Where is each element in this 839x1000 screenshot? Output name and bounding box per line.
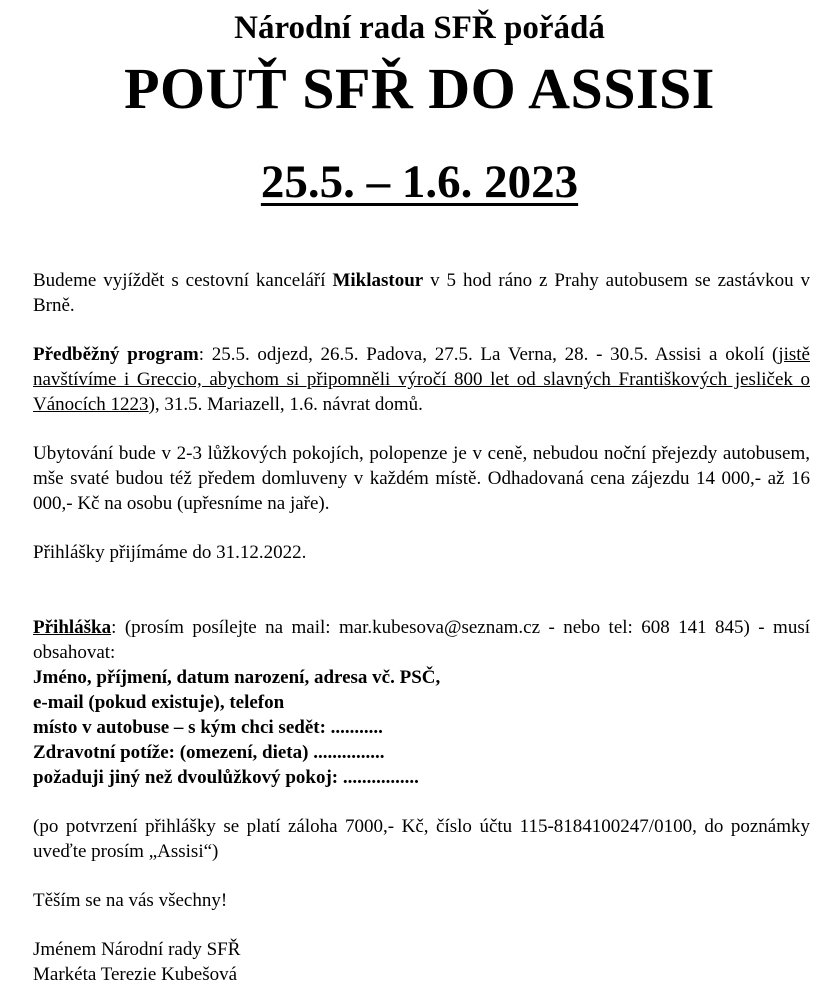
application-field: místo v autobuse – s kým chci sedět: ........... [33, 717, 383, 738]
event-organizer-heading: Národní rada SFŘ pořádá [234, 10, 605, 46]
deadline-paragraph: Přihlášky přijímáme do 31.12.2022. [33, 542, 307, 563]
letter-body [33, 268, 810, 987]
intro-paragraph [33, 268, 810, 318]
event-dates [0, 152, 839, 212]
intro-text: Budeme vyjíždět s cestovní kanceláří [33, 270, 333, 291]
page-title: POUŤ SFŘ DO ASSISI [124, 56, 715, 121]
application-instructions: : (prosím posílejte na mail: mar.kubesova@seznam.cz - nebo tel: 608 141 845) - musí obsahovat: [33, 617, 810, 663]
intro-text-end: v 5 hod ráno z Prahy autobusem se zastávkou v Brně. [33, 270, 811, 316]
program-greccio-note: jistě navštívíme i Greccio, abychom si připomněli výročí 800 let od slavných Františkových jesliček o Vánocích 1223 [33, 344, 810, 415]
payment-paragraph: (po potvrzení přihlášky se platí záloha 7000,- Kč, číslo účtu 115-8184100247/0100, do poznámky uveďte prosím „Assisi“) [33, 816, 810, 862]
accommodation-paragraph: Ubytování bude v 2-3 lůžkových pokojích, polopenze je v ceně, nebudou noční přejezdy autobusem, mše svaté budou též předem domluveny v každém místě. Odhadovaná cena zájezdu 14 000,- až 16 000,- Kč na osobu (upřesníme na jaře). [33, 443, 810, 514]
application-field: Jméno, příjmení, datum narození, adresa vč. PSČ, [33, 667, 441, 688]
closing-greeting: Těším se na vás všechny! [33, 890, 228, 911]
signature-name: Markéta Terezie Kubešová [33, 964, 238, 985]
program-label: Předběžný program [33, 344, 199, 365]
application-field: e-mail (pokud existuje), telefon [33, 692, 285, 713]
application-label: Přihláška [33, 617, 112, 638]
travel-agency-name: Miklastour [332, 270, 424, 291]
application-field: Zdravotní potíže: (omezení, dieta) ............... [33, 742, 385, 763]
signature-line: Jménem Národní rady SFŘ [33, 939, 241, 960]
application-paragraph [33, 615, 810, 790]
signature [33, 937, 810, 987]
event-dates-text: 25.5. – 1.6. 2023 [260, 156, 579, 208]
program-text: : 25.5. odjezd, 26.5. Padova, 27.5. La Verna, 28. - 30.5. Assisi a okolí ( [198, 344, 779, 365]
program-paragraph [33, 342, 810, 417]
program-text-end: ), 31.5. Mariazell, 1.6. návrat domů. [148, 394, 423, 415]
application-field: požaduji jiný než dvoulůžkový pokoj: ................ [33, 767, 419, 788]
